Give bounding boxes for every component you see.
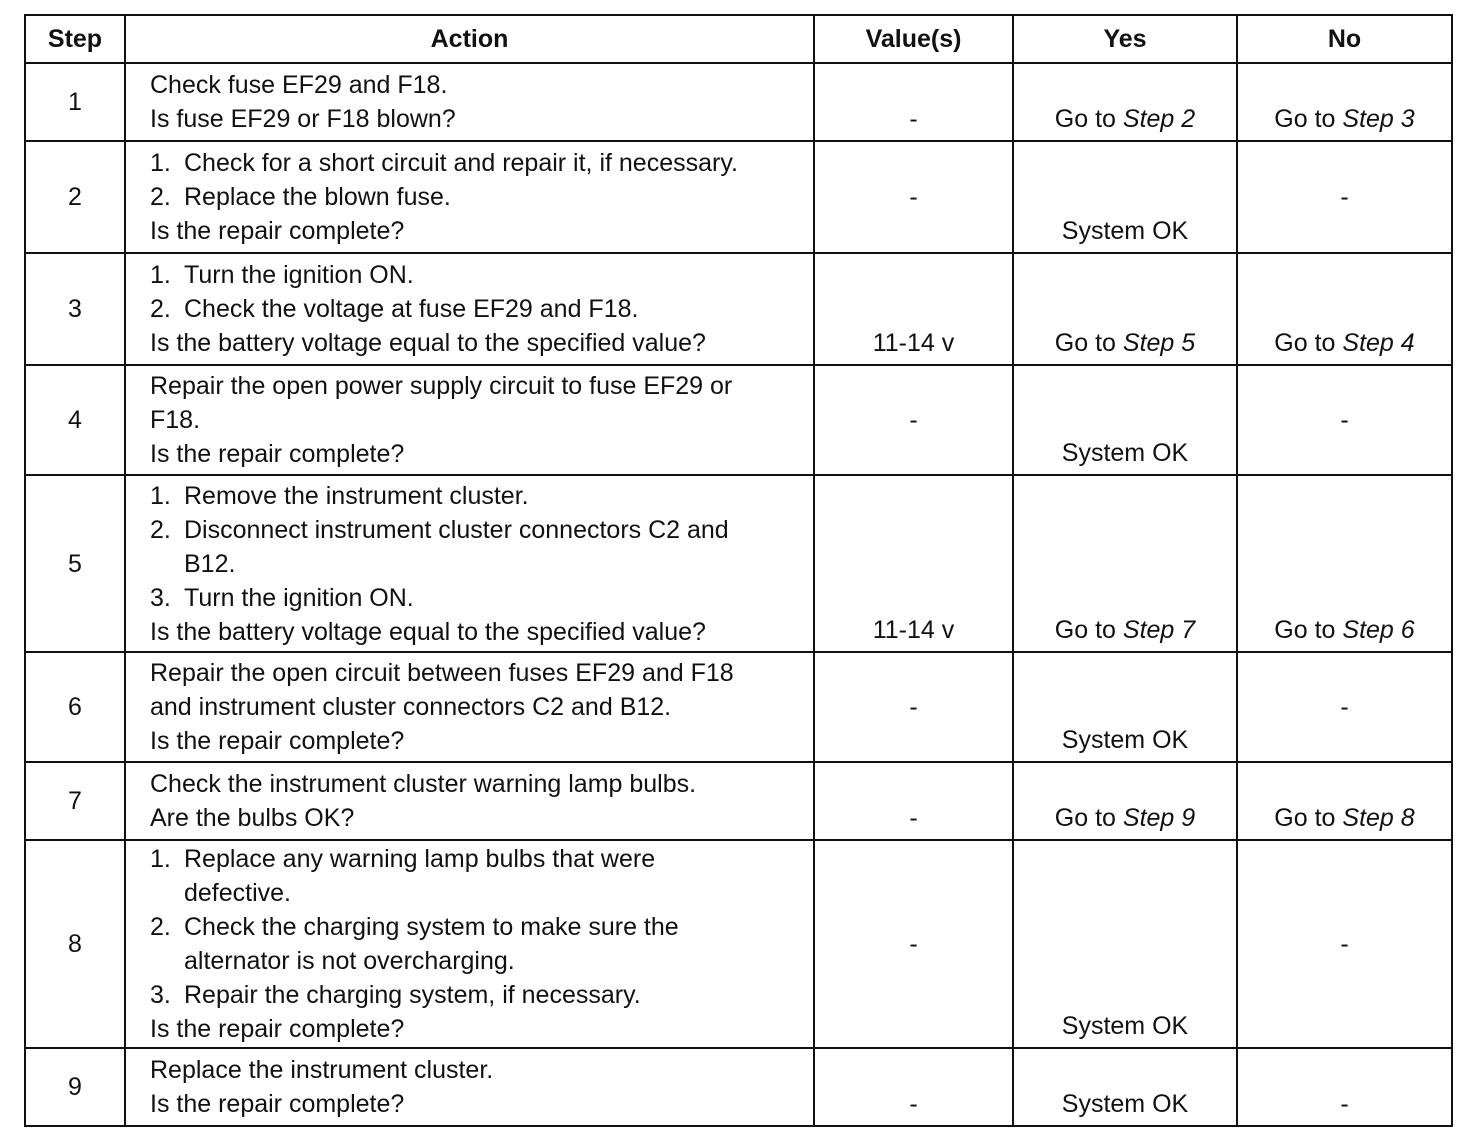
value-cell: -	[814, 762, 1013, 840]
header-yes: Yes	[1013, 15, 1237, 63]
action-item: 2. Check the voltage at fuse EF29 and F18.	[150, 295, 639, 323]
action-cell	[125, 1048, 814, 1126]
action-question: Are the bulbs OK?	[150, 804, 355, 832]
step-number: 9	[25, 1048, 125, 1126]
yes-goto: Go to Step 9	[1054, 804, 1196, 832]
value-cell: -	[814, 63, 1013, 141]
action-question: Is the repair complete?	[150, 1090, 405, 1118]
yes-goto: Go to Step 5	[1054, 329, 1196, 357]
value-cell: -	[814, 141, 1013, 253]
action-cell	[125, 475, 814, 652]
yes-goto: Go to Step 7	[1054, 616, 1196, 644]
action-cell	[125, 840, 814, 1048]
value-cell: -	[814, 365, 1013, 475]
action-text: and instrument cluster connectors C2 and B12.	[150, 693, 672, 721]
header-step: Step	[25, 15, 125, 63]
yes-cell: System OK	[1013, 1048, 1237, 1126]
header-action: Action	[125, 15, 814, 63]
action-text: Repair the open circuit between fuses EF29 and F18	[150, 659, 734, 687]
action-cell	[125, 365, 814, 475]
no-cell: -	[1237, 652, 1452, 762]
action-text: F18.	[150, 406, 201, 434]
action-item: 3. Repair the charging system, if necessary.	[150, 981, 641, 1009]
table-row	[25, 365, 1452, 475]
action-question: Is the repair complete?	[150, 440, 405, 468]
step-number: 2	[25, 141, 125, 253]
yes-cell: System OK	[1013, 141, 1237, 253]
step-number: 1	[25, 63, 125, 141]
action-item: 2. Disconnect instrument cluster connectors C2 and B12.	[150, 515, 729, 578]
no-cell	[1237, 475, 1452, 652]
step-number: 3	[25, 253, 125, 365]
action-item: 3. Turn the ignition ON.	[150, 583, 414, 612]
yes-cell	[1013, 762, 1237, 840]
table-row	[25, 1048, 1452, 1126]
yes-step-link: Step 2	[1122, 105, 1196, 133]
yes-cell: System OK	[1013, 365, 1237, 475]
action-item: 2. Check the charging system to make sure the alternator is not overcharging.	[150, 913, 679, 975]
header-row	[25, 15, 1452, 63]
yes-step-link: Step 7	[1122, 616, 1196, 644]
table-row	[25, 253, 1452, 365]
header-values: Value(s)	[814, 15, 1013, 63]
step-number: 8	[25, 840, 125, 1048]
yes-goto: Go to Step 2	[1054, 105, 1196, 133]
action-text: Repair the open power supply circuit to fuse EF29 or	[150, 372, 733, 400]
yes-cell	[1013, 253, 1237, 365]
table-row	[25, 475, 1452, 652]
action-cell	[125, 652, 814, 762]
no-step-link: Step 8	[1342, 804, 1415, 832]
no-step-link: Step 4	[1342, 329, 1415, 357]
action-text: Check fuse EF29 and F18.	[150, 71, 448, 99]
no-step-link: Step 3	[1342, 105, 1415, 133]
no-goto: Go to Step 4	[1274, 329, 1415, 357]
yes-step-link: Step 5	[1122, 329, 1196, 357]
step-number: 7	[25, 762, 125, 840]
diagnostic-table	[24, 14, 1453, 1127]
yes-step-link: Step 9	[1122, 804, 1196, 832]
action-cell	[125, 141, 814, 253]
no-cell	[1237, 63, 1452, 141]
no-cell	[1237, 253, 1452, 365]
step-number: 6	[25, 652, 125, 762]
action-item: 1. Check for a short circuit and repair it, if necessary.	[150, 149, 738, 177]
yes-cell: System OK	[1013, 652, 1237, 762]
no-goto: Go to Step 6	[1274, 616, 1415, 644]
yes-cell	[1013, 475, 1237, 652]
yes-cell: System OK	[1013, 840, 1237, 1048]
action-cell	[125, 253, 814, 365]
no-cell: -	[1237, 840, 1452, 1048]
action-item: 1. Turn the ignition ON.	[150, 261, 414, 289]
action-item: 1. Replace any warning lamp bulbs that were defective.	[150, 845, 656, 907]
no-goto: Go to Step 3	[1274, 105, 1415, 133]
no-cell	[1237, 762, 1452, 840]
no-cell: -	[1237, 365, 1452, 475]
action-question: Is the repair complete?	[150, 727, 405, 755]
table-row	[25, 652, 1452, 762]
action-question: Is the repair complete?	[150, 217, 405, 245]
value-cell: -	[814, 652, 1013, 762]
value-cell: -	[814, 840, 1013, 1048]
no-step-link: Step 6	[1342, 616, 1415, 644]
table-row	[25, 141, 1452, 253]
no-cell: -	[1237, 1048, 1452, 1126]
action-item: 2. Replace the blown fuse.	[150, 183, 451, 211]
action-cell	[125, 63, 814, 141]
action-question: Is the battery voltage equal to the specified value?	[150, 329, 706, 357]
no-cell: -	[1237, 141, 1452, 253]
value-cell: -	[814, 1048, 1013, 1126]
no-goto: Go to Step 8	[1274, 804, 1415, 832]
table-row	[25, 762, 1452, 840]
table-row	[25, 63, 1452, 141]
action-item: 1. Remove the instrument cluster.	[150, 481, 529, 510]
yes-cell	[1013, 63, 1237, 141]
action-text: Check the instrument cluster warning lamp bulbs.	[150, 770, 697, 798]
action-question: Is fuse EF29 or F18 blown?	[150, 105, 456, 133]
action-text: Replace the instrument cluster.	[150, 1056, 494, 1084]
header-no: No	[1237, 15, 1452, 63]
action-question: Is the repair complete?	[150, 1015, 405, 1043]
value-cell: 11-14 v	[814, 253, 1013, 365]
value-cell: 11-14 v	[814, 475, 1013, 652]
step-number: 5	[25, 475, 125, 652]
action-question: Is the battery voltage equal to the specified value?	[150, 617, 706, 646]
step-number: 4	[25, 365, 125, 475]
action-cell	[125, 762, 814, 840]
table-row	[25, 840, 1452, 1048]
